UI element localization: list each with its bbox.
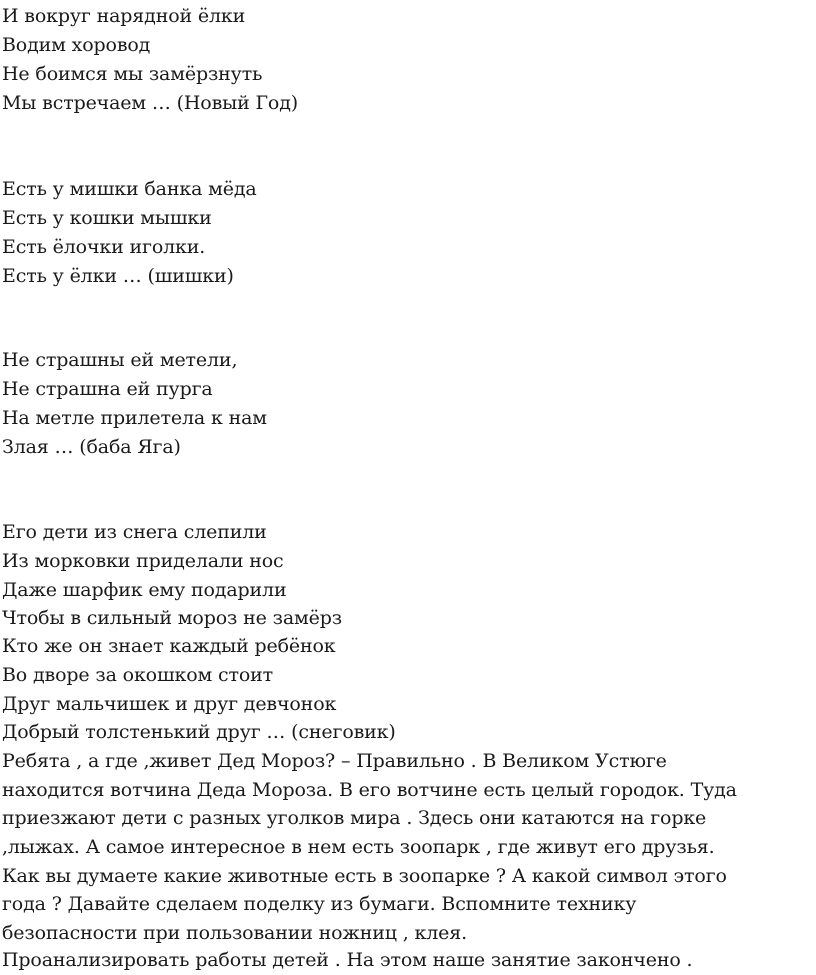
poem-line: Чтобы в сильный мороз не замёрз [2, 607, 342, 629]
poem-line: Не страшны ей метели, [2, 349, 238, 371]
poem-line: Есть у кошки мышки [2, 207, 212, 229]
paragraph-line: года ? Давайте сделаем поделку из бумаги. Вспомните технику [2, 893, 637, 915]
poem-line: Есть у ёлки … (шишки) [2, 265, 234, 287]
poem-line: Злая … (баба Яга) [2, 436, 181, 458]
poem-line: Даже шарфик ему подарили [2, 579, 287, 601]
poem-line: Есть ёлочки иголки. [2, 236, 206, 258]
paragraph-line: безопасности при пользовании ножниц , клея. [2, 922, 467, 944]
paragraph-line: находится вотчина Деда Мороза. В его вотчине есть целый городок. Туда [2, 779, 737, 801]
poem-line: Кто же он знает каждый ребёнок [2, 635, 336, 657]
poem-line: Добрый толстенький друг … (снеговик) [2, 721, 396, 743]
poem-line: Не страшна ей пурга [2, 378, 213, 400]
poem-line: На метле прилетела к нам [2, 407, 267, 429]
paragraph-line: приезжают дети с разных уголков мира . Здесь они катаются на горке [2, 807, 707, 829]
paragraph-line: Как вы думаете какие животные есть в зоопарке ? А какой символ этого [2, 865, 727, 887]
poem-line: Есть у мишки банка мёда [2, 178, 257, 200]
paragraph-line: Проанализировать работы детей . На этом наше занятие закончено . [2, 949, 693, 971]
poem-line: Водим хоровод [2, 34, 151, 56]
poem-line: И вокруг нарядной ёлки [2, 5, 246, 27]
poem-line: Из морковки приделали нос [2, 550, 284, 572]
poem-line: Друг мальчишек и друг девчонок [2, 693, 337, 715]
poem-line: Его дети из снега слепили [2, 521, 267, 543]
poem-line: Не боимся мы замёрзнуть [2, 63, 263, 85]
paragraph-line: ,лыжах. А самое интересное в нем есть зоопарк , где живут его друзья. [2, 836, 715, 858]
poem-line: Мы встречаем … (Новый Год) [2, 92, 299, 114]
poem-line: Во дворе за окошком стоит [2, 664, 274, 686]
paragraph-line: Ребята , а где ,живет Дед Мороз? – Правильно . В Великом Устюге [2, 750, 667, 772]
